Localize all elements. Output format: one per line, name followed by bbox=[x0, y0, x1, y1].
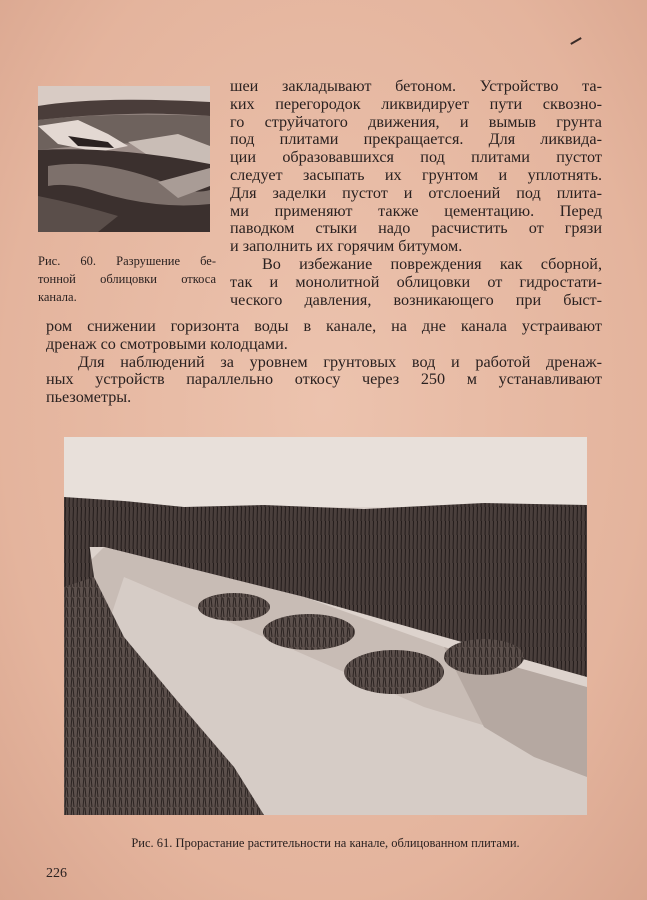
figure-61-caption: Рис. 61. Прорастание растительности на канале, облицованном плитами. bbox=[131, 836, 520, 850]
right-column-text bbox=[230, 78, 602, 309]
text-line: и заполнить их горячим битумом. bbox=[230, 237, 463, 256]
text-line: Для заделки пустот и отслоений под плита- bbox=[230, 183, 602, 202]
figure-60-caption bbox=[38, 253, 216, 305]
text-line: так и монолитной облицовки от гидростати- bbox=[230, 272, 602, 291]
caption-line: Рис. 60. Разрушение бе- bbox=[38, 254, 216, 268]
figure-61-photo bbox=[64, 437, 587, 815]
text-line: ции образовавшихся под плитами пустот bbox=[230, 148, 602, 167]
text-line: дренаж со смотровыми колодцами. bbox=[46, 334, 288, 353]
text-line: ких перегородок ликвидирует пути сквозно- bbox=[230, 94, 602, 113]
text-line: под плитами прекращается. Для ликвида- bbox=[230, 130, 602, 149]
text-line: Для наблюдений за уровнем грунтовых вод и работой дренаж- bbox=[78, 352, 602, 371]
text-line: шеи закладывают бетоном. Устройство та- bbox=[230, 77, 602, 95]
caption-line: канала. bbox=[38, 289, 77, 304]
page-number: 226 bbox=[46, 866, 67, 881]
text-line: ром снижении горизонта воды в канале, на дне канала устраивают bbox=[46, 317, 602, 335]
text-line: ческого давления, возникающего при быст- bbox=[230, 290, 602, 309]
text-line: пьезометры. bbox=[46, 388, 132, 407]
caption-line: тонной облицовки откоса bbox=[38, 271, 216, 286]
text-line: го струйчатого движения, и вымыв грунта bbox=[230, 112, 602, 131]
text-line: ми применяют также цементацию. Перед bbox=[230, 201, 602, 220]
text-line: паводком стыки надо расчистить от грязи bbox=[230, 219, 602, 238]
figure-60-photo bbox=[38, 86, 210, 232]
text-line: ных устройств параллельно откосу через 250 м устанавливают bbox=[46, 370, 602, 389]
text-line: следует засыпать их грунтом и уплотнять. bbox=[230, 165, 602, 184]
margin-mark bbox=[570, 37, 581, 45]
full-width-text bbox=[46, 318, 602, 407]
text-line: Во избежание повреждения как сборной, bbox=[262, 254, 602, 273]
